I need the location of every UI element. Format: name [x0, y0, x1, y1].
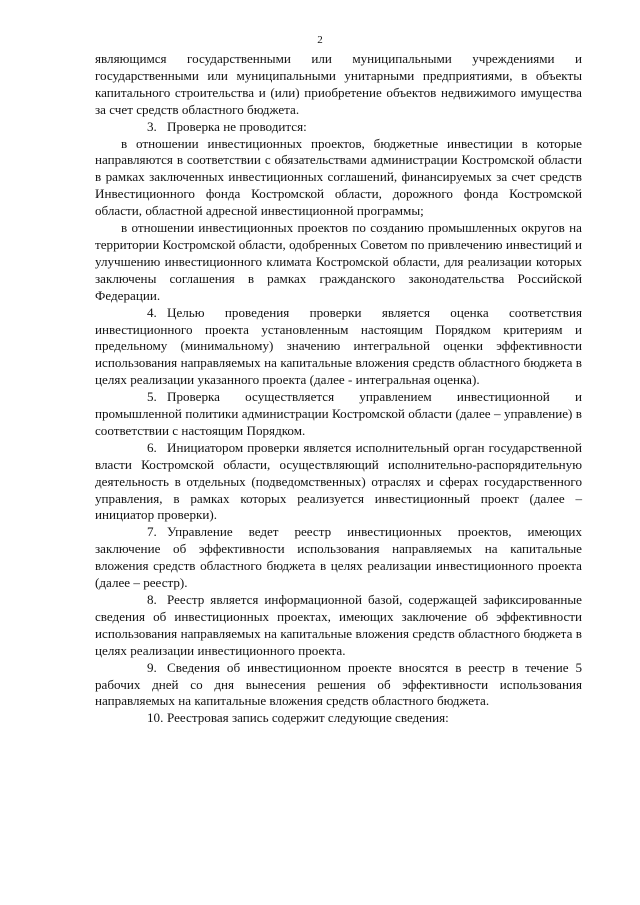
- paragraph-10: [95, 710, 582, 727]
- paragraph-number: 6.: [147, 439, 157, 455]
- page-number: 2: [317, 34, 323, 46]
- paragraph-text: Реестровая запись содержит следующие сведения:: [167, 710, 449, 726]
- paragraph-text: Управление ведет реестр инвестиционных проектов, имеющих заключение об эффективности использования направляемых на капитальные вложения средств областного бюджета в целях реализации инвестиционного проекта (далее – реестр).: [95, 524, 582, 591]
- paragraph-7: [95, 524, 582, 592]
- paragraph-number: 7.: [147, 524, 157, 540]
- paragraph-9: [95, 660, 582, 711]
- document-body: [95, 51, 582, 727]
- paragraph-text: в отношении инвестиционных проектов, бюджетные инвестиции в которые направляются в соответствии с обязательствами администрации Костромской области в рамках заключенных инвестиционных соглашений, финансируемых за счет средств Инвестиционного фонда Костромской области, дорожного фонда Костромской области, областной адресной инвестиционной программы;: [95, 135, 582, 219]
- paragraph-6: [95, 440, 582, 525]
- subparagraph-investment-agreements: [95, 136, 582, 221]
- paragraph-3: [95, 119, 582, 136]
- paragraph-number: 4.: [147, 304, 157, 320]
- paragraph-text: Проверка осуществляется управлением инвестиционной и промышленной политики администрации Костромской области (далее – управление) в соответствии с настоящим Порядком.: [95, 389, 582, 438]
- paragraph-text: Проверка не проводится:: [167, 118, 307, 134]
- paragraph-number: 10.: [147, 710, 164, 726]
- paragraph-text: являющимся государственными или муниципальными учреждениями и государственными или муниципальными унитарными предприятиями, в объекты капитального строительства и (или) приобретение объектов недвижимого имущества за счет средств областного бюджета.: [95, 51, 582, 117]
- paragraph-text: в отношении инвестиционных проектов по созданию промышленных округов на территории Костромской области, одобренных Советом по привлечению инвестиций и улучшению инвестиционного климата Костромской области, для реализации которых заключены соглашения в рамках гражданского законодательства Российской Федерации.: [95, 220, 582, 303]
- paragraph-number: 8.: [147, 592, 157, 607]
- paragraph-5: [95, 389, 582, 440]
- paragraph-number: 3.: [147, 118, 157, 134]
- paragraph-4: [95, 305, 582, 390]
- paragraph-8: [95, 592, 582, 660]
- paragraph-number: 9.: [147, 659, 157, 675]
- paragraph-text: Целью проведения проверки является оценка соответствия инвестиционного проекта установленным настоящим Порядком критериям и предельному (минимальному) значению интегральной оценки эффективности использования направляемых на капитальные вложения средств областного бюджета в целях реализации указанного проекта (далее - интегральная оценка).: [95, 304, 582, 388]
- paragraph-text: Инициатором проверки является исполнительный орган государственной власти Костромской области, осуществляющий исполнительно-распорядительную деятельность в отдельных (подведомственных) отраслях и сферах государственного управления, в рамках которых реализуется инвестиционный проект (далее – инициатор проверки).: [95, 439, 582, 523]
- paragraph-number: 5.: [147, 389, 157, 405]
- paragraph-continuation: [95, 51, 582, 119]
- subparagraph-industrial-districts: [95, 220, 582, 305]
- paragraph-text: Сведения об инвестиционном проекте вносятся в реестр в течение 5 рабочих дней со дня вынесения решения об эффективности использования направляемых на капитальные вложения средств областного бюджета.: [95, 659, 582, 709]
- paragraph-text: Реестр является информационной базой, содержащей зафиксированные сведения об инвестиционных проектах, имеющих заключение об эффективности использования направляемых на капитальные вложения средств областного бюджета в целях реализации инвестиционного проекта.: [95, 592, 582, 658]
